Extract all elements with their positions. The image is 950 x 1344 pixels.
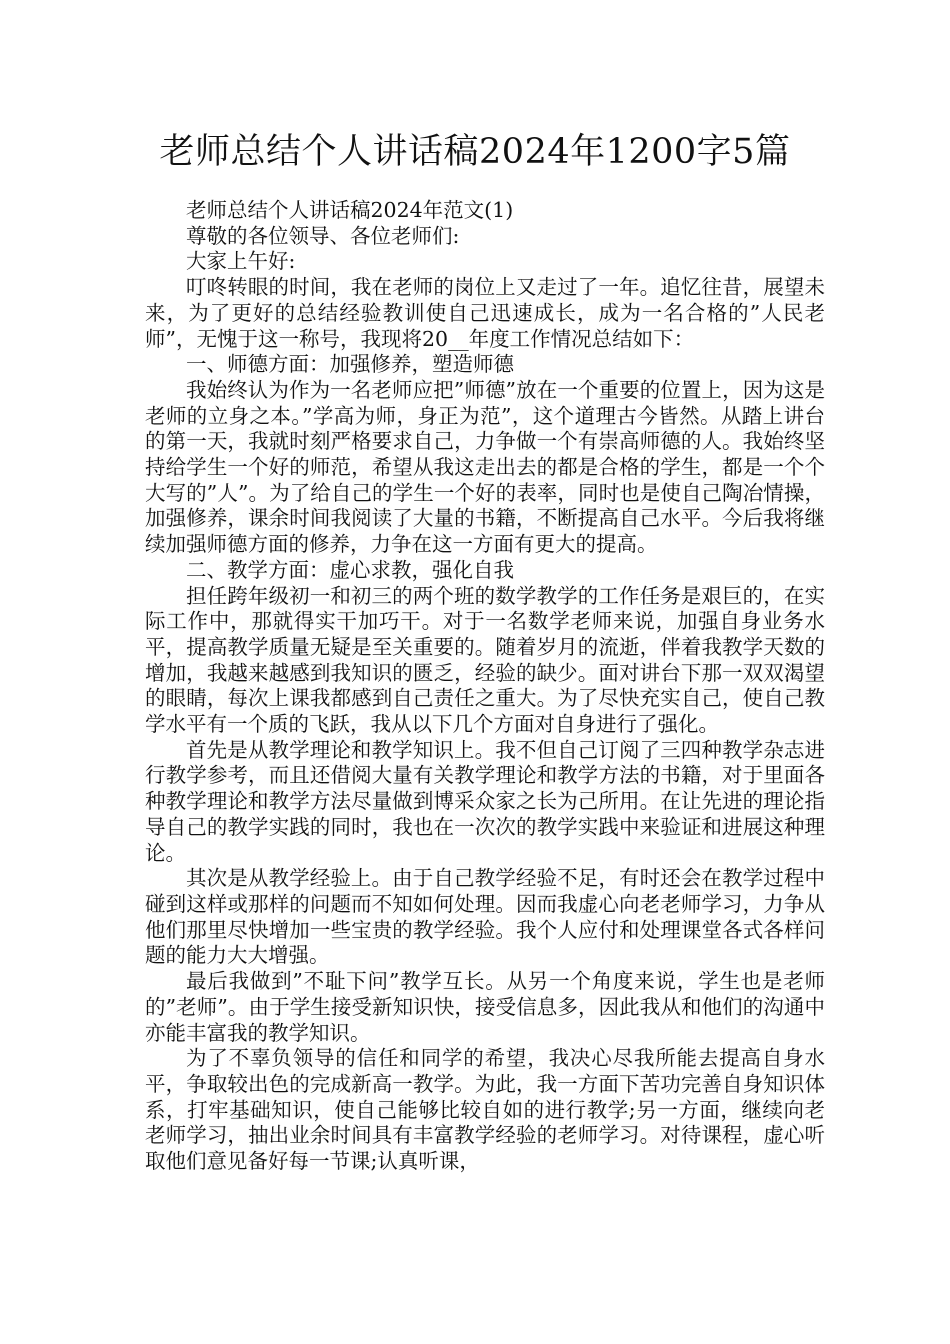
- paragraph: 担任跨年级初一和初三的两个班的数学教学的工作任务是艰巨的，在实际工作中，那就得实干加巧干。对于一名数学老师来说，加强自身业务水平，提高教学质量无疑是至关重要的。随着岁月的流逝，伴着我教学天数的增加，我越来越感到我知识的匮乏，经验的缺少。面对讲台下那一双双渴望的眼睛，每次上课我都感到自己责任之重大。为了尽快充实自己，使自己教学水平有一个质的飞跃，我从以下几个方面对自身进行了强化。: [145, 583, 825, 737]
- salutation: 尊敬的各位领导、各位老师们:: [186, 223, 460, 248]
- document-body: [145, 198, 825, 1175]
- sample-heading: 老师总结个人讲话稿2024年范文(1): [186, 198, 514, 222]
- paragraph: 为了不辜负领导的信任和同学的希望，我决心尽我所能去提高自身水平，争取较出色的完成新高一教学。为此，我一方面下苦功完善自身知识体系，打牢基础知识，使自己能够比较自如的进行教学;另一方面，继续向老老师学习，抽出业余时间具有丰富教学经验的老师学习。对待课程，虚心听取他们意见备好每一节课;认真听课，: [145, 1046, 825, 1174]
- document-title: 老师总结个人讲话稿2024年1200字5篇: [159, 132, 791, 172]
- paragraph: 首先是从教学理论和教学知识上。我不但自己订阅了三四种教学杂志进行教学参考，而且还借阅大量有关教学理论和教学方法的书籍，对于里面各种教学理论和教学方法尽量做到博采众家之长为己所用。在让先进的理论指导自己的教学实践的同时，我也在一次次的教学实践中来验证和进展这种理论。: [145, 737, 825, 865]
- paragraph: 叮咚转眼的时间，我在老师的岗位上又走过了一年。追忆往昔，展望未来，为了更好的总结经验教训使自己迅速成长，成为一名合格的”人民老师”，无愧于这一称号，我现将20__年度工作情况总结如下：: [145, 275, 825, 351]
- paragraph: 其次是从教学经验上。由于自己教学经验不足，有时还会在教学过程中碰到这样或那样的问题而不知如何处理。因而我虚心向老老师学习，力争从他们那里尽快增加一些宝贵的教学经验。我个人应付和处理课堂各式各样问题的能力大大增强。: [145, 866, 825, 968]
- section-heading: 一、师德方面：加强修养，塑造师德: [186, 352, 514, 377]
- paragraph: 最后我做到”不耻下问”教学互长。从另一个角度来说，学生也是老师的”老师”。由于学生接受新知识快，接受信息多，因此我从和他们的沟通中亦能丰富我的教学知识。: [145, 969, 825, 1045]
- section-heading: 二、教学方面：虚心求教，强化自我: [186, 557, 514, 582]
- paragraph: 我始终认为作为一名老师应把”师德”放在一个重要的位置上，因为这是老师的立身之本。”学高为师，身正为范”，这个道理古今皆然。从踏上讲台的第一天，我就时刻严格要求自己，力争做一个有崇高师德的人。我始终坚持给学生一个好的师范，希望从我这走出去的都是合格的学生，都是一个个大写的”人”。为了给自己的学生一个好的表率，同时也是使自己陶冶情操，加强修养，课余时间我阅读了大量的书籍，不断提高自己水平。今后我将继续加强师德方面的修养，力争在这一方面有更大的提高。: [145, 377, 825, 557]
- greeting: 大家上午好:: [186, 249, 296, 274]
